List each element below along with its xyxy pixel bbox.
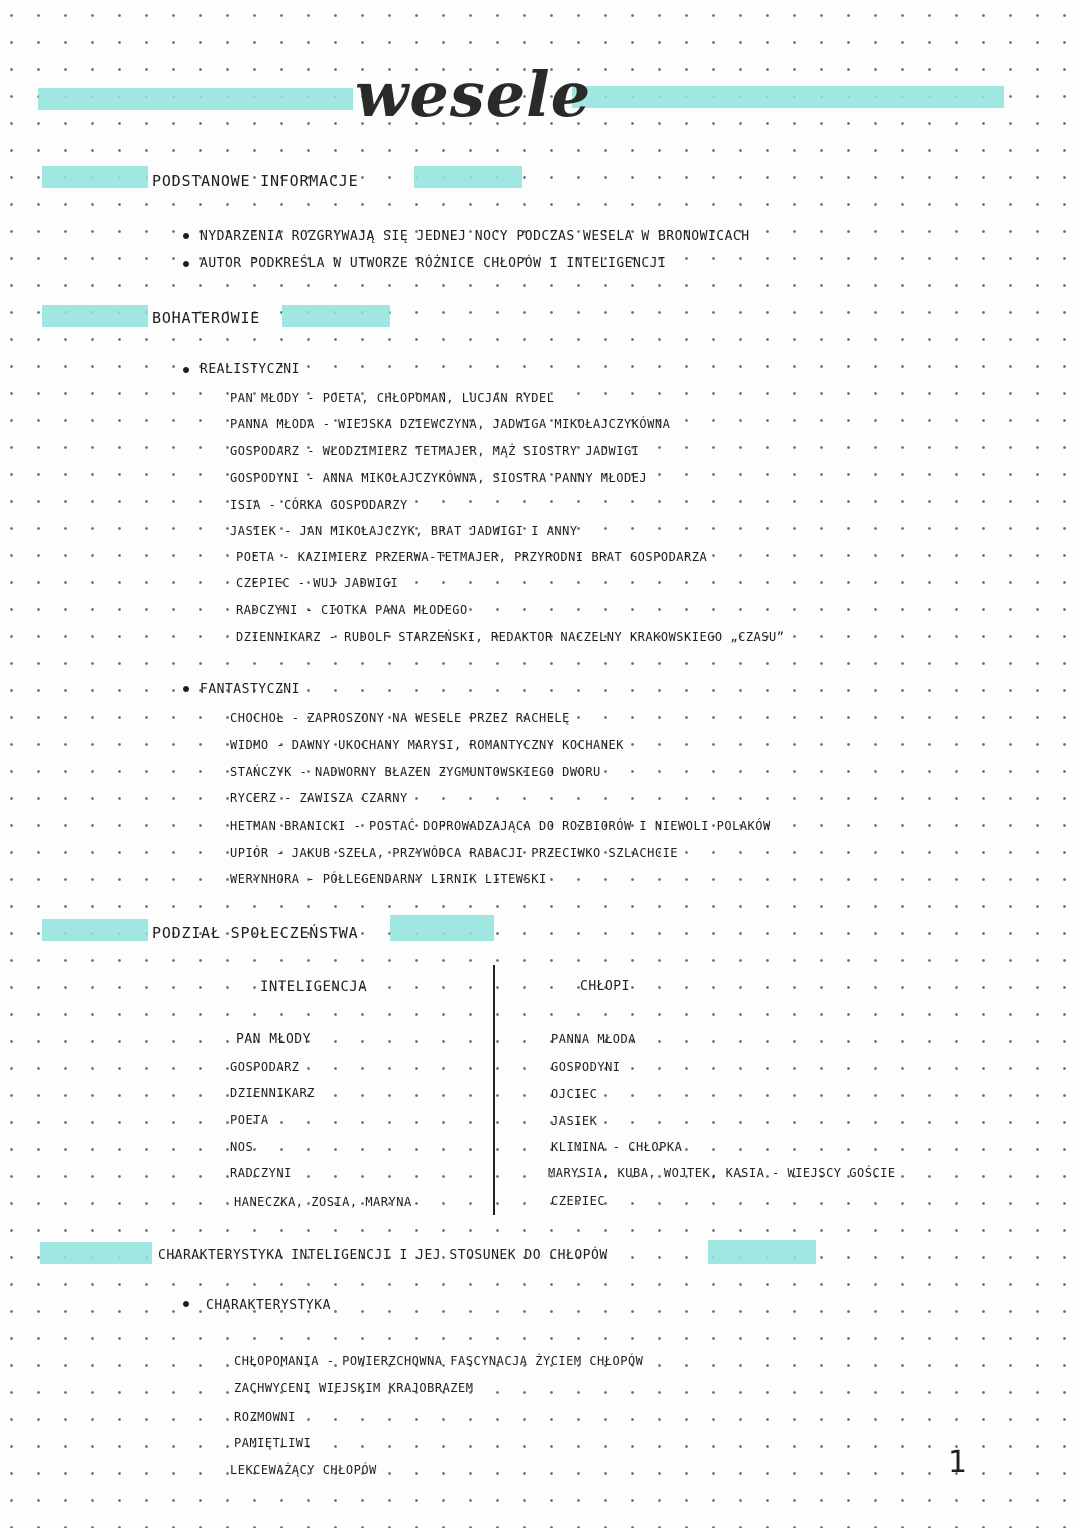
- society-divider: [493, 965, 495, 1215]
- basic-info-highlight: [42, 166, 148, 188]
- title-highlight-right: [572, 86, 1004, 108]
- fantastic-character: HETMAN BRANICKI - POSTAĆ DOPROWADZAJĄCA DO ROZBIORÓW I NIEWOLI POLAKÓW: [230, 819, 771, 833]
- society-left-item: RADCZYNI: [230, 1166, 292, 1180]
- intelligentsia-trait: ROZMOWNI: [234, 1410, 296, 1424]
- bullet-dot: [183, 367, 189, 373]
- fantastic-character: WIDMO - DAWNY UKOCHANY MARYSI, ROMANTYCZNY KOCHANEK: [230, 738, 624, 752]
- basic-info-bullet: AUTOR PODKREŚLA W UTWORZE RÓŻNICE CHŁOPÓW I INTELIGENCJI: [200, 256, 667, 271]
- bullet-dot: [183, 1301, 189, 1307]
- society-left-item: GOSPODARZ: [230, 1060, 300, 1074]
- society-left-item: HANECZKA, ZOSIA, MARYNA: [234, 1195, 412, 1209]
- society-left-item: POETA: [230, 1113, 269, 1127]
- society-right-item: KLIMINA - CHŁOPKA: [551, 1140, 683, 1154]
- society-right-item: JASIEK: [551, 1114, 598, 1128]
- intelligentsia-trait: CHŁOPOMANIA - POWIERZCHOWNA FASCYNACJA ŻYCIEM CHŁOPÓW: [234, 1354, 644, 1368]
- bullet-dot: [183, 233, 189, 239]
- realistic-character: PANNA MŁODA - WIEJSKA DZIEWCZYNA, JADWIGA MIKOŁAJCZYKÓWNA: [230, 417, 671, 431]
- society-left-item: NOS: [230, 1140, 254, 1154]
- society-right-item: MARYSIA, KUBA, WOJTEK, KASIA - WIEJSCY GOŚCIE: [548, 1166, 896, 1180]
- realistic-character: CZEPIEC - WUJ JADWIGI: [236, 576, 399, 590]
- realistic-character: PAN MŁODY - POETA, CHŁOPOMAN, LUCJAN RYDEL: [230, 391, 555, 405]
- society-right-item: OJCIEC: [551, 1087, 598, 1101]
- realistic-character: ISIA - CÓRKA GOSPODARZY: [230, 498, 408, 512]
- fantastic-label: FANTASTYCZNI: [200, 682, 300, 697]
- society-highlight-right: [390, 915, 494, 941]
- basic-info-heading: PODSTANOWE INFORMACJE: [152, 172, 359, 190]
- intelligentsia-heading: CHARAKTERYSTYKA INTELIGENCJI I JEJ STOSUNEK DO CHŁOPÓW: [158, 1248, 608, 1263]
- society-left-item: DZIENNIKARZ: [230, 1086, 315, 1100]
- society-left-item: PAN MŁODY: [236, 1032, 311, 1047]
- society-right-item: PANNA MŁODA: [551, 1032, 636, 1046]
- fantastic-character: CHOCHOŁ - ZAPROSZONY NA WESELE PRZEZ RACHELĘ: [230, 711, 570, 725]
- intelligentsia-trait: LEKCEWAŻĄCY CHŁOPÓW: [230, 1463, 377, 1477]
- bullet-dot: [183, 261, 189, 267]
- realistic-character: DZIENNIKARZ - RUDOLF STARZEŃSKI, REDAKTOR NACZELNY KRAKOWSKIEGO „CZASU”: [236, 630, 785, 644]
- realistic-character: RADCZYNI - CIOTKA PANA MŁODEGO: [236, 603, 468, 617]
- intelligentsia-trait: ZACHWYCENI WIEJSKIM KRAJOBRAZEM: [234, 1381, 474, 1395]
- society-right-header: CHŁOPI: [580, 979, 630, 994]
- intelligentsia-highlight-left: [40, 1242, 152, 1264]
- realistic-character: GOSPODARZ - WŁODZIMIERZ TETMAJER, MĄŻ SIOSTRY JADWIGI: [230, 444, 640, 458]
- intelligentsia-trait: PAMIĘTLIWI: [234, 1436, 312, 1450]
- title-highlight-left: [38, 88, 353, 110]
- characters-highlight-left: [42, 305, 148, 327]
- realistic-character: POETA - KAZIMIERZ PRZERWA-TETMAJER, PRZYRODNI BRAT GOSPODARZA: [236, 550, 708, 564]
- society-highlight-left: [42, 919, 148, 941]
- fantastic-character: RYCERZ - ZAWISZA CZARNY: [230, 791, 408, 805]
- bullet-dot: [183, 686, 189, 692]
- fantastic-character: WERYNHORA - PÓŁLEGENDARNY LIRNIK LITEWSKI: [230, 872, 547, 886]
- page-title: wesele: [355, 58, 592, 131]
- intelligentsia-sub-label: CHARAKTERYSTYKA: [206, 1298, 331, 1313]
- characters-heading: BOHATEROWIE: [152, 309, 261, 327]
- fantastic-character: STAŃCZYK - NADWORNY BŁAZEN ZYGMUNTOWSKIEGO DWORU: [230, 765, 601, 779]
- page-number: 1: [948, 1445, 968, 1480]
- society-heading: PODZIAŁ SPOŁECZEŃSTWA: [152, 924, 359, 942]
- basic-info-highlight-right: [414, 166, 522, 188]
- fantastic-character: UPIÓR - JAKUB SZELA, PRZYWÓDCA RABACJI PRZECIWKO SZLACHCIE: [230, 846, 679, 860]
- intelligentsia-highlight-right: [708, 1240, 816, 1264]
- realistic-character: GOSPODYNI - ANNA MIKOŁAJCZYKÓWNA, SIOSTRA PANNY MŁODEJ: [230, 471, 648, 485]
- basic-info-bullet: NYDARZENIA ROZGRYWAJĄ SIĘ JEDNEJ NOCY PODCZAS WESELA W BRONOWICACH: [200, 229, 750, 244]
- realistic-label: REALISTYCZNI: [200, 362, 300, 377]
- characters-highlight-right: [282, 305, 390, 327]
- society-right-item: CZEPIEC: [551, 1194, 606, 1208]
- society-left-header: INTELIGENCJA: [260, 979, 368, 995]
- realistic-character: JASIEK - JAN MIKOŁAJCZYK, BRAT JADWIGI I ANNY: [230, 524, 578, 538]
- society-right-item: GOSPODYNI: [551, 1060, 621, 1074]
